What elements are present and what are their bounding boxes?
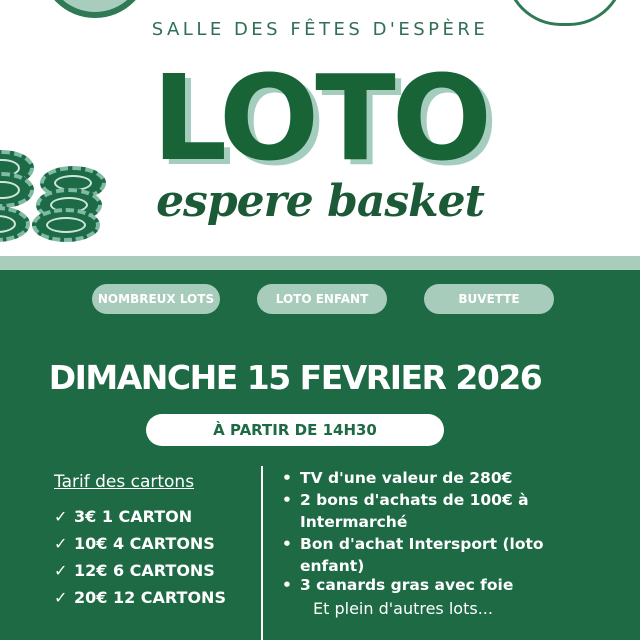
- tag-nombreux-lots: NOMBREUX LOTS: [92, 284, 220, 314]
- price-item: ✓ 10€ 4 CARTONS: [54, 534, 215, 553]
- club-logo-icon: [40, 0, 150, 18]
- bullet-icon: •: [282, 535, 292, 553]
- check-icon: ✓: [54, 534, 68, 553]
- page-title: LOTO: [151, 49, 489, 187]
- tag-loto-enfant: LOTO ENFANT: [257, 284, 387, 314]
- price-item: ✓ 3€ 1 CARTON: [54, 507, 193, 526]
- pricing-title: Tarif des cartons: [54, 472, 195, 492]
- club-name: espere basket: [156, 176, 484, 227]
- poker-chips-icon: [0, 150, 110, 250]
- price-item: ✓ 20€ 12 CARTONS: [54, 588, 226, 607]
- more-prizes-text: Et plein d'autres lots...: [313, 599, 493, 618]
- check-icon: ✓: [54, 561, 68, 580]
- venue-text: SALLE DES FÊTES D'ESPÈRE: [151, 19, 489, 40]
- event-date: DIMANCHE 15 FEVRIER 2026: [48, 358, 542, 397]
- header-section: [0, 0, 640, 256]
- prize-item: • TV d'une valeur de 280€: [282, 469, 513, 487]
- bullet-icon: •: [282, 491, 292, 509]
- prize-item: • Bon d'achat Intersport (loto enfant): [282, 535, 544, 575]
- prize-item: • 3 canards gras avec foie: [282, 576, 514, 594]
- event-time: À PARTIR DE 14H30: [146, 414, 444, 446]
- column-divider: [261, 466, 263, 640]
- check-icon: ✓: [54, 507, 68, 526]
- prize-item: • 2 bons d'achats de 100€ à Intermarché: [282, 491, 529, 531]
- bullet-icon: •: [282, 469, 292, 487]
- bullet-icon: •: [282, 576, 292, 594]
- tag-buvette: BUVETTE: [424, 284, 554, 314]
- check-icon: ✓: [54, 588, 68, 607]
- divider-band: [0, 256, 640, 270]
- price-item: ✓ 12€ 6 CARTONS: [54, 561, 215, 580]
